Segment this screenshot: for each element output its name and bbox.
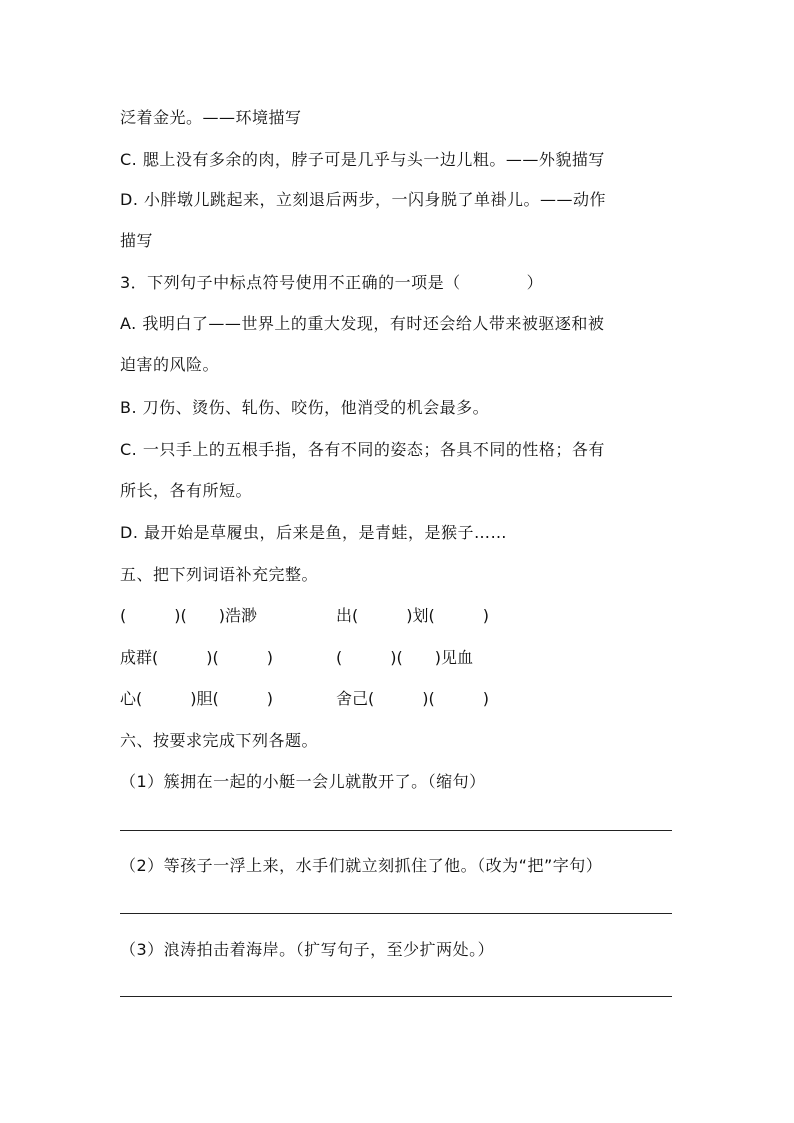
section-6-question-2: （2）等孩子一浮上来，水手们就立刻抓住了他。（改为“把”字句） <box>120 856 603 875</box>
q3-option-c-line2: 所长，各有所短。 <box>120 481 253 500</box>
answer-line-3[interactable] <box>120 996 672 997</box>
section-6-question-3: （3）浪涛拍击着海岸。（扩写句子，至少扩两处。） <box>120 940 495 959</box>
answer-line-1[interactable] <box>120 830 672 831</box>
q3-option-d: D. 最开始是草履虫，后来是鱼，是青蛙，是猴子…… <box>120 523 507 542</box>
q3-option-c-line1: C. 一只手上的五根手指，各有不同的姿态；各具不同的性格；各有 <box>120 440 605 459</box>
idiom-blank-row3-left: 心( )胆( ) <box>120 689 273 708</box>
idiom-blank-row2-right: ( )( )见血 <box>336 648 473 667</box>
idiom-blank-row1-right: 出( )划( ) <box>336 606 489 625</box>
section-6-question-1: （1）簇拥在一起的小艇一会儿就散开了。（缩句） <box>120 772 486 791</box>
section-6-title: 六、按要求完成下列各题。 <box>120 731 319 750</box>
q3-option-a-line1: A. 我明白了——世界上的重大发现，有时还会给人带来被驱逐和被 <box>120 314 605 333</box>
idiom-blank-row1-left: ( )( )浩渺 <box>120 606 257 625</box>
idiom-blank-row3-right: 舍己( )( ) <box>336 689 489 708</box>
option-d-text-line1: D. 小胖墩儿跳起来，立刻退后两步，一闪身脱了单褂儿。——动作 <box>120 190 606 209</box>
idiom-blank-row2-left: 成群( )( ) <box>120 648 273 667</box>
option-d-text-line2: 描写 <box>120 231 154 250</box>
q3-option-b: B. 刀伤、烫伤、轧伤、咬伤，他消受的机会最多。 <box>120 398 490 417</box>
question-3-stem: 3．下列句子中标点符号使用不正确的一项是（ ） <box>120 273 544 292</box>
option-c-text: C. 腮上没有多余的肉，脖子可是几乎与头一边儿粗。——外貌描写 <box>120 150 605 169</box>
section-5-title: 五、把下列词语补充完整。 <box>120 565 319 584</box>
q3-option-a-line2: 迫害的风险。 <box>120 355 220 374</box>
answer-line-2[interactable] <box>120 913 672 914</box>
option-b-continuation: 泛着金光。——环境描写 <box>120 108 302 127</box>
